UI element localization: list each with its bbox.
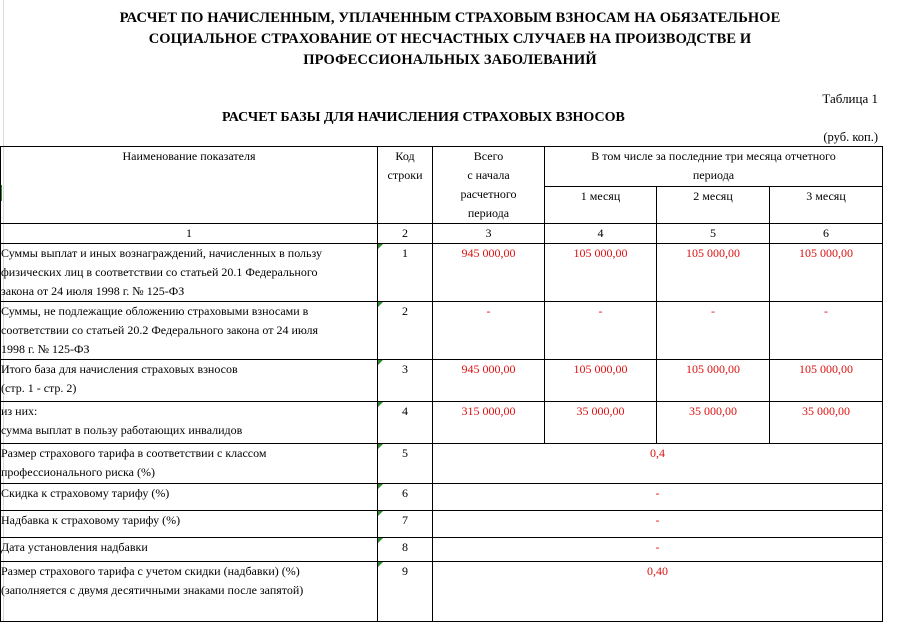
table-row [1,538,883,562]
row-name-line: сумма выплат в пользу работающих инвалидов [1,423,243,437]
total-header-line-4: периода [467,206,510,220]
column-header-code [378,147,433,224]
merged-value-cell[interactable]: - [433,538,883,562]
row-code: 2 [402,304,408,318]
cell-marker [378,360,383,365]
calculation-table [0,146,883,622]
row-name-cell[interactable] [1,302,378,360]
row-code: 4 [402,404,408,418]
merged-value-cell[interactable]: 0,4 [433,444,883,484]
cell-marker [378,562,383,567]
table-row [1,244,883,302]
title-line-3: ПРОФЕССИОНАЛЬНЫХ ЗАБОЛЕВАНИЙ [303,52,597,68]
table-row [1,511,883,538]
column-number: 6 [770,224,883,244]
total-header-line-2: с начала [467,168,510,182]
row-name-line: профессионального риска (%) [1,465,155,479]
month-2-label: 2 месяц [693,189,733,204]
row-name-cell[interactable] [1,444,378,484]
value-month-2[interactable]: 105 000,00 [657,244,770,302]
header-row [1,147,883,187]
merged-value-cell[interactable]: 0,40 [433,562,883,622]
row-name-line: Итого база для начисления страховых взносов [1,362,238,376]
column-number: 4 [545,224,657,244]
cell-marker [378,444,383,449]
table-title: РАСЧЕТ БАЗЫ ДЛЯ НАЧИСЛЕНИЯ СТРАХОВЫХ ВЗНОСОВ [222,110,625,125]
value-month-3[interactable]: 105 000,00 [770,244,883,302]
value-month-1[interactable]: - [545,302,657,360]
value-month-2[interactable]: 35 000,00 [657,402,770,444]
value-month-3[interactable]: - [770,302,883,360]
row-name-line: Суммы выплат и иных вознаграждений, начисленных в пользу [1,246,322,260]
cell-marker [378,302,383,307]
cell-marker [378,484,383,489]
row-code-cell[interactable] [378,444,433,484]
value-month-3[interactable]: 105 000,00 [770,360,883,402]
row-code-cell[interactable] [378,360,433,402]
column-number: 1 [1,224,378,244]
row-name-line: (стр. 1 - стр. 2) [1,381,77,395]
row-name-line: закона от 24 июля 1998 г. № 125-ФЗ [1,284,185,298]
row-name-cell[interactable] [1,562,378,622]
row-name-line: Размер страхового тарифа в соответствии с классом [1,446,267,460]
value-total[interactable]: 945 000,00 [433,244,545,302]
row-code: 8 [402,540,408,554]
column-header-name [1,147,378,224]
row-name-line: физических лиц в соответствии со статьей 20.1 Федерального [1,265,318,279]
column-header-month-1 [545,187,657,224]
value-month-2[interactable]: - [657,302,770,360]
value-month-1[interactable]: 105 000,00 [545,360,657,402]
document-title [40,8,860,71]
row-name-cell[interactable] [1,244,378,302]
value-total[interactable]: 945 000,00 [433,360,545,402]
row-name-line: (заполняется с двумя десятичными знаками после запятой) [1,583,304,597]
row-name-cell[interactable] [1,402,378,444]
months-group-line-1: В том числе за последние три месяца отчетного [591,149,836,163]
row-name-line: из них: [1,404,38,418]
value-total[interactable]: - [433,302,545,360]
row-name-cell[interactable] [1,484,378,511]
total-header-line-1: Всего [473,149,504,163]
code-header-line-2: строки [387,168,423,182]
row-name-cell[interactable] [1,538,378,562]
column-number: 3 [433,224,545,244]
column-header-name-label: Наименование показателя [122,149,256,163]
table-number: Таблица 1 [822,91,878,106]
column-number: 5 [657,224,770,244]
row-name-line: 1998 г. № 125-ФЗ [1,342,90,356]
column-header-months-group [545,147,883,187]
row-code: 1 [402,246,408,260]
months-group-line-2: периода [692,168,735,182]
table-row [1,484,883,511]
cell-marker [378,402,383,407]
row-code-cell[interactable] [378,562,433,622]
column-header-month-3 [770,187,883,224]
row-code-cell[interactable] [378,511,433,538]
row-name-cell[interactable] [1,511,378,538]
month-1-label: 1 месяц [580,189,621,204]
table-row [1,562,883,622]
row-code: 5 [402,446,408,460]
merged-value-cell[interactable]: - [433,484,883,511]
row-name-line: соответствии со статьей 20.2 Федерального закона от 24 июля [1,323,319,337]
value-month-3[interactable]: 35 000,00 [770,402,883,444]
row-name-line: Суммы, не подлежащие обложению страховыми взносами в [1,304,309,318]
cell-marker [378,538,383,543]
table-row [1,302,883,360]
row-code-cell[interactable] [378,302,433,360]
merged-value-cell[interactable]: - [433,511,883,538]
row-name-line: Размер страхового тарифа с учетом скидки (надбавки) (%) [1,564,300,578]
table-row [1,444,883,484]
row-code: 6 [402,486,408,500]
cell-marker [378,244,383,249]
code-header-line-1: Код [395,149,415,163]
value-month-2[interactable]: 105 000,00 [657,360,770,402]
row-code-cell[interactable] [378,244,433,302]
row-name-line: Надбавка к страховому тарифу (%) [1,513,181,527]
value-month-1[interactable]: 35 000,00 [545,402,657,444]
month-3-label: 3 месяц [806,189,846,204]
units-label: (руб. коп.) [823,130,878,144]
table-row [1,402,883,444]
column-header-month-2 [657,187,770,224]
row-name-cell[interactable] [1,360,378,402]
total-header-line-3: расчетного [460,187,517,201]
value-total[interactable]: 315 000,00 [433,402,545,444]
column-header-total [433,147,545,224]
cell-marker [378,511,383,516]
row-code: 9 [402,564,408,578]
row-code-cell[interactable] [378,484,433,511]
row-name-line: Дата установления надбавки [1,540,148,554]
row-code-cell[interactable] [378,402,433,444]
column-number: 2 [378,224,433,244]
row-code: 7 [402,513,408,527]
table-row [1,360,883,402]
row-code: 3 [402,362,408,376]
row-name-line: Скидка к страховому тарифу (%) [1,486,170,500]
title-line-2: СОЦИАЛЬНОЕ СТРАХОВАНИЕ ОТ НЕСЧАСТНЫХ СЛУЧАЕВ НА ПРОИЗВОДСТВЕ И [148,31,752,47]
value-month-1[interactable]: 105 000,00 [545,244,657,302]
row-code-cell[interactable] [378,538,433,562]
title-line-1: РАСЧЕТ ПО НАЧИСЛЕННЫМ, УПЛАЧЕННЫМ СТРАХОВЫМ ВЗНОСАМ НА ОБЯЗАТЕЛЬНОЕ [119,10,781,26]
column-numbers-row [1,224,883,244]
